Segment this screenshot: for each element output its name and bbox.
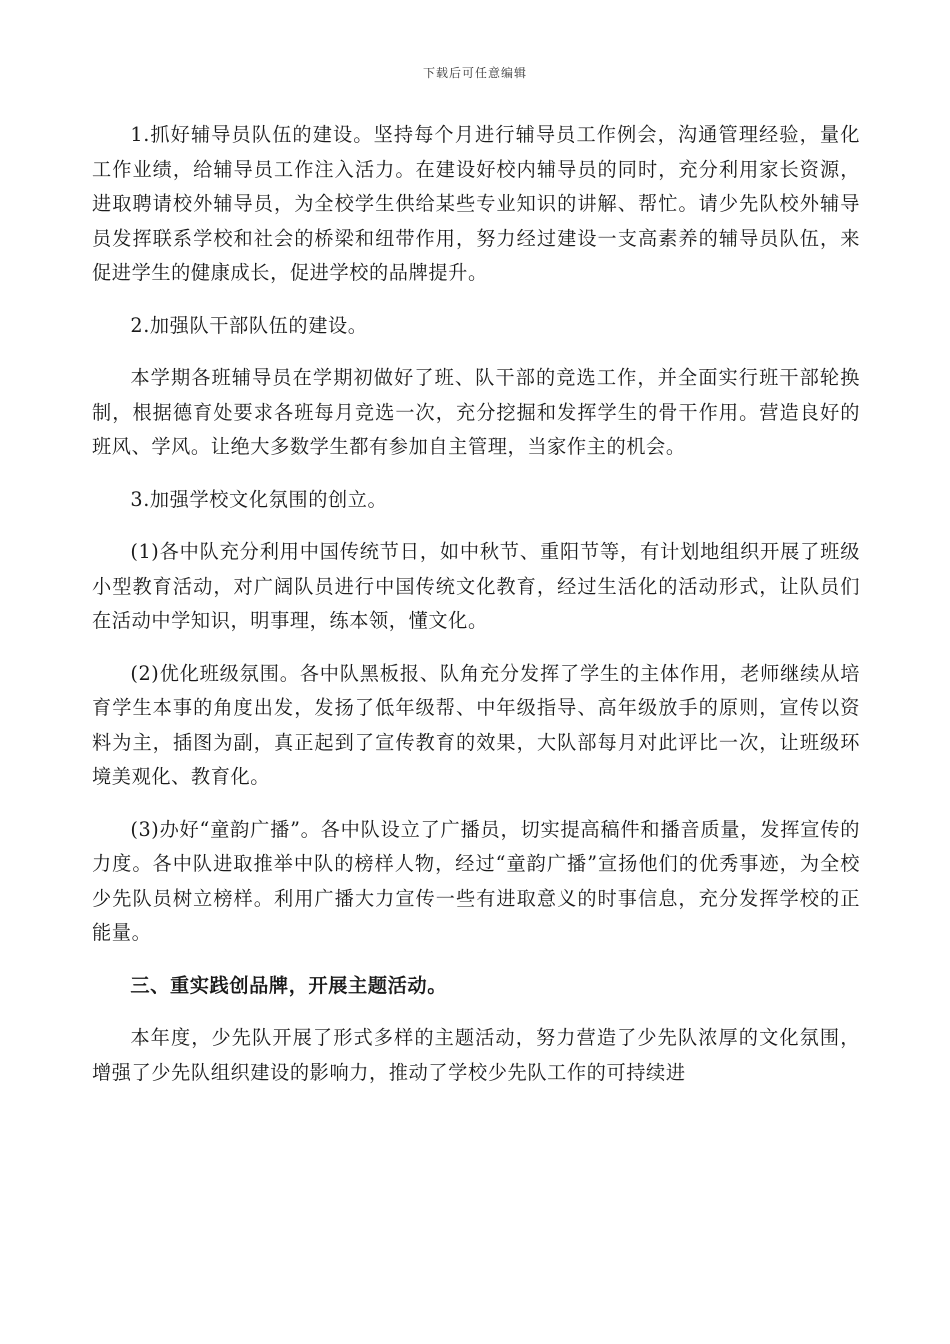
paragraph-gap xyxy=(92,465,860,483)
document-body xyxy=(92,118,860,1090)
header-note: 下载后可任意编辑 xyxy=(422,66,527,80)
paragraph-gap xyxy=(92,795,860,813)
paragraph-cadre-election: 本学期各班辅导员在学期初做好了班、队干部的竞选工作，并全面实行班干部轮换制，根据德育处要求各班每月竞选一次，充分挖掘和发挥学生的骨干作用。营造良好的班风、学风。让绝大多数学生都有参加自主管理，当家作主的机会。 xyxy=(92,366,860,458)
paragraph-traditional-festivals: (1)各中队充分利用中国传统节日，如中秋节、重阳节等，有计划地组织开展了班级小型教育活动，对广阔队员进行中国传统文化教育，经过生活化的活动形式，让队员们在活动中学知识，明事理，练本领，懂文化。 xyxy=(92,540,860,632)
section-heading-three: 三、重实践创品牌，开展主题活动。 xyxy=(130,973,447,997)
paragraph-gap xyxy=(92,343,860,361)
paragraph-gap xyxy=(92,1003,860,1021)
paragraph-theme-activities: 本年度，少先队开展了形式多样的主题活动，努力营造了少先队浓厚的文化氛围，增强了少先队组织建设的影响力，推动了学校少先队工作的可持续进 xyxy=(92,1026,860,1084)
paragraph-class-atmosphere: (2)优化班级氛围。各中队黑板报、队角充分发挥了学生的主体作用，老师继续从培育学生本事的角度出发，发扬了低年级帮、中年级指导、高年级放手的原则，宣传以资料为主，插图为副，真正起到了宣传教育的效果，大队部每月对此评比一次，让班级环境美观化、教育化。 xyxy=(92,661,860,788)
paragraph-gap xyxy=(92,291,860,309)
paragraph-gap xyxy=(92,639,860,657)
paragraph-cadre-heading: 2.加强队干部队伍的建设。 xyxy=(130,313,368,337)
paragraph-broadcast: (3)办好“童韵广播”。各中队设立了广播员，切实提高稿件和播音质量，发挥宣传的力度。各中队进取推举中队的榜样人物，经过“童韵广播”宣扬他们的优秀事迹，为全校少先队员树立榜样。利用广播大力宣传一些有进取意义的时事信息，充分发挥学校的正能量。 xyxy=(92,817,860,944)
paragraph-counselor-team: 1.抓好辅导员队伍的建设。坚持每个月进行辅导员工作例会，沟通管理经验，量化工作业绩，给辅导员工作注入活力。在建设好校内辅导员的同时，充分利用家长资源，进取聘请校外辅导员，为全校学生供给某些专业知识的讲解、帮忙。请少先队校外辅导员发挥联系学校和社会的桥梁和纽带作用，努力经过建设一支高素养的辅导员队伍，来促进学生的健康成长，促进学校的品牌提升。 xyxy=(92,123,860,284)
paragraph-gap xyxy=(92,517,860,535)
paragraph-gap xyxy=(92,951,860,969)
paragraph-culture-heading: 3.加强学校文化氛围的创立。 xyxy=(130,487,388,511)
